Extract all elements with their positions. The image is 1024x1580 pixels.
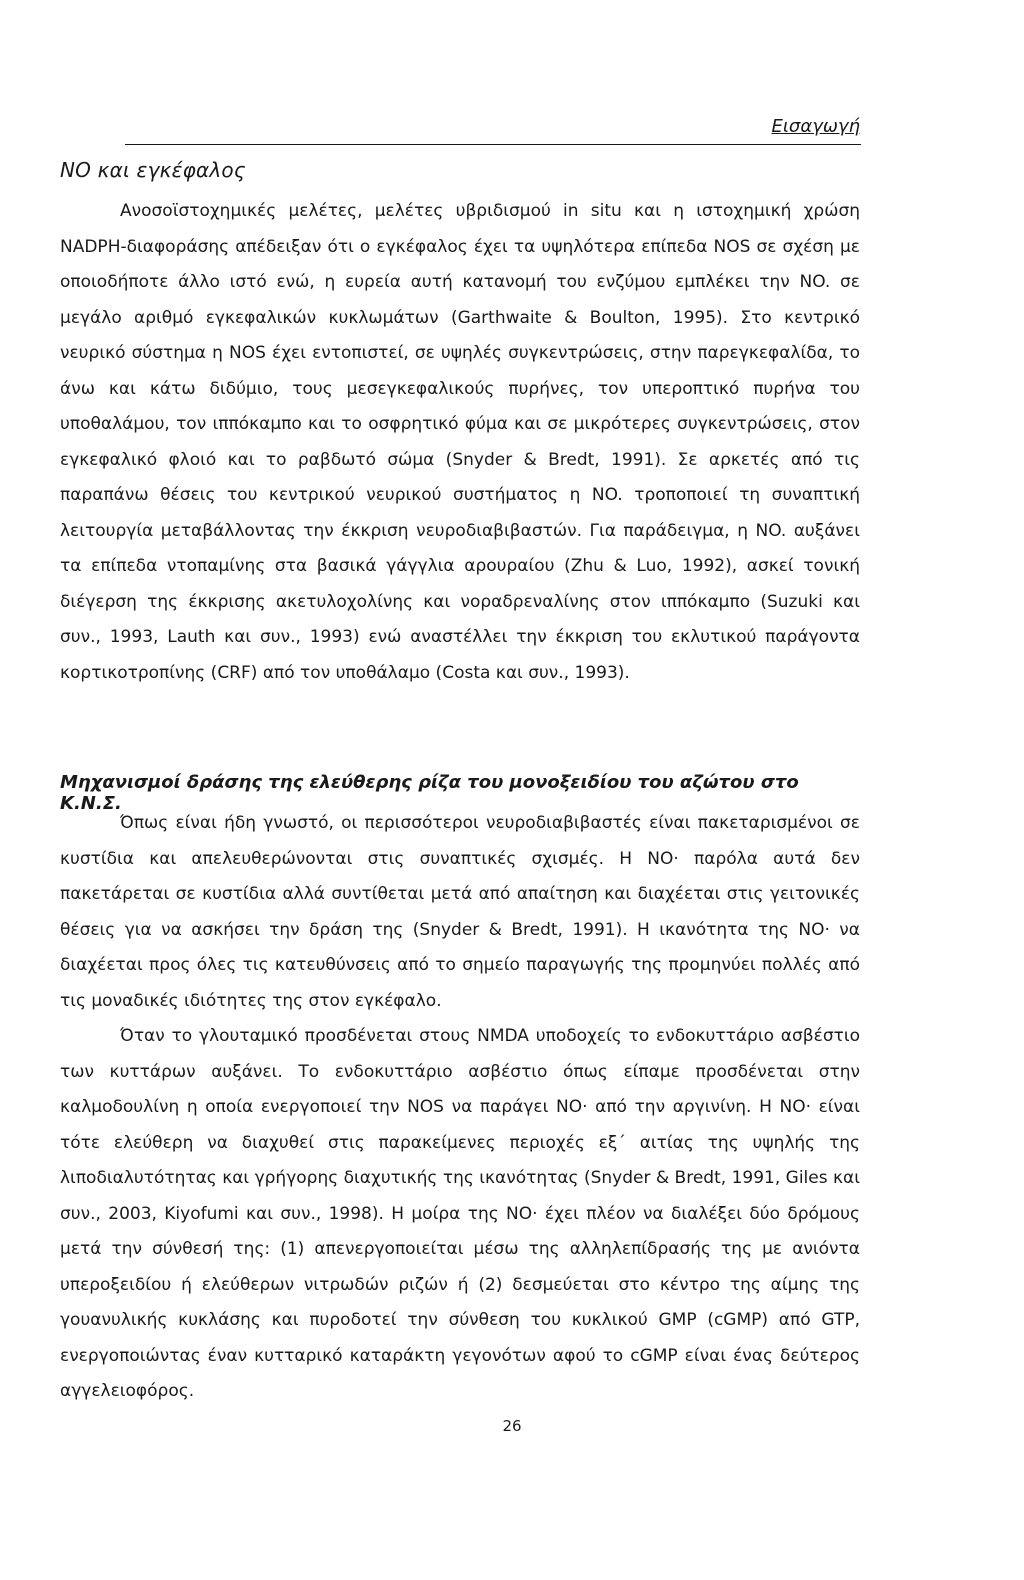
paragraph: Ανοσοϊστοχημικές μελέτες, μελέτες υβριδισμού in situ και η ιστοχημική χρώση NADPH-διαφοράσης απέδειξαν ότι ο εγκέφαλος έχει τα υψηλότερα επίπεδα NOS σε σχέση με οποιοδήποτε άλλο ιστό ενώ, η ευρεία αυτή κατανομή του ενζύμου εμπλέκει την NO. σε μεγάλο αριθμό εγκεφαλικών κυκλωμάτων (Garthwaite & Boulton, 1995). Στο κεντρικό νευρικό σύστημα η NOS έχει εντοπιστεί, σε υψηλές συγκεντρώσεις, στην παρεγκεφαλίδα, το άνω και κάτω διδύμιο, τους μεσεγκεφαλικούς πυρήνες, τον υπεροπτικό πυρήνα του υποθαλάμου, τον ιππόκαμπο και το οσφρητικό φύμα και σε μικρότερες συγκεντρώσεις, στον εγκεφαλικό φλοιό και το ραβδωτό σώμα (Snyder & Bredt, 1991). Σε αρκετές από τις παραπάνω θέσεις του κεντρικού νευρικού συστήματος η NO. τροποποιεί τη συναπτική λειτουργία μεταβάλλοντας την έκκριση νευροδιαβιβαστών. Για παράδειγμα, η NO. αυξάνει τα επίπεδα ντοπαμίνης στα βασικά γάγγλια αρουραίου (Zhu & Luo, 1992), ασκεί τονική διέγερση της έκκρισης ακετυλοχολίνης και νοραδρεναλίνης στον ιππόκαμπο (Suzuki και συν., 1993, Lauth και συν., 1993) ενώ αναστέλλει την έκκριση του εκλυτικού παράγοντα κορτικοτροπίνης (CRF) από τον υποθάλαμο (Costa και συν., 1993). — [60, 201, 860, 683]
body-section-1 — [60, 194, 860, 691]
page-number: 26 — [502, 1417, 522, 1435]
body-section-2 — [60, 806, 860, 1410]
subheading: Μηχανισμοί δράσης της ελεύθερης ρίζα του μονοξειδίου του αζώτου στο Κ.Ν.Σ. — [60, 772, 799, 814]
section-title: NO και εγκέφαλος — [60, 158, 246, 182]
paragraph: Όπως είναι ήδη γνωστό, οι περισσότεροι νευροδιαβιβαστές είναι πακεταρισμένοι σε κυστίδια και απελευθερώνονται στις συναπτικές σχισμές. Η NO· παρόλα αυτά δεν πακετάρεται σε κυστίδια αλλά συντίθεται μετά από απαίτηση και διαχέεται στις γειτονικές θέσεις για να ασκήσει την δράση της (Snyder & Bredt, 1991). Η ικανότητα της NO· να διαχέεται προς όλες τις κατευθύνσεις από το σημείο παραγωγής της προμηνύει πολλές από τις μοναδικές ιδιότητες της στον εγκέφαλο. — [60, 813, 860, 1011]
running-head: Εισαγωγή — [771, 116, 860, 137]
paragraph: Όταν το γλουταμικό προσδένεται στους NMDA υποδοχείς το ενδοκυττάριο ασβέστιο των κυττάρων αυξάνει. Το ενδοκυττάριο ασβέστιο όπως είπαμε προσδένεται στην καλμοδουλίνη η οποία ενεργοποιεί την NOS να παράγει NO· από την αργινίνη. Η NO· είναι τότε ελεύθερη να διαχυθεί στις παρακείμενες περιοχές εξ΄ αιτίας της υψηλής της λιποδιαλυτότητας και γρήγορης διαχυτικής της ικανότητας (Snyder & Bredt, 1991, Giles και συν., 2003, Kiyofumi και συν., 1998). Η μοίρα της NO· έχει πλέον να διαλέξει δύο δρόμους μετά την σύνθεσή της: (1) απενεργοποιείται μέσω της αλληλεπίδρασής της με ανιόντα υπεροξειδίου ή ελεύθερων νιτρωδών ριζών ή (2) δεσμεύεται στο κέντρο της αίμης της γουανυλικής κυκλάσης και πυροδοτεί την σύνθεση του κυκλικού GMP (cGMP) από GTP, ενεργοποιώντας έναν κυτταρικό καταράκτη γεγονότων αφού το cGMP είναι ένας δεύτερος αγγελειοφόρος. — [60, 1026, 860, 1401]
header-rule — [125, 144, 861, 145]
